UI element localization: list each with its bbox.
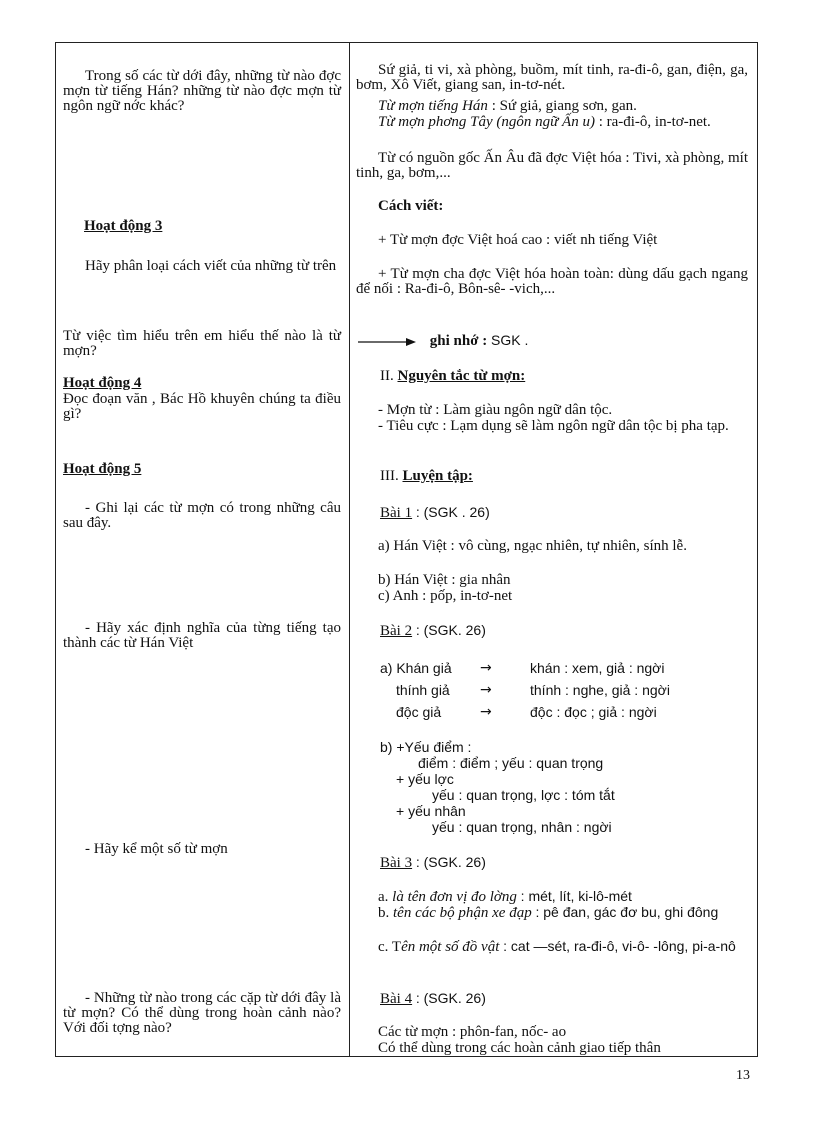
question-3: Từ việc tìm hiểu trên em hiểu thế nào là từ mợn? — [63, 328, 341, 359]
activity-3-title: Hoạt động 3 — [84, 218, 163, 234]
exercise-2-heading — [380, 623, 748, 639]
exercise-3-label: Bài 3 — [380, 855, 413, 871]
exercise-1-label: Bài 1 — [380, 505, 413, 521]
question-7: - Hãy kể một số từ mợn — [85, 841, 228, 857]
exercise-3-a: a. là tên đơn vị đo lờng : mét, lít, ki-lô-mét — [378, 888, 632, 905]
activity-5-title: Hoạt động 5 — [63, 461, 142, 477]
right-arrow-icon — [356, 336, 418, 348]
exercise-3-b: b. tên các bộ phận xe đạp : pê đan, gác đơ bu, ghi đông — [378, 904, 719, 921]
question-2: Hãy phân loại cách viết của những từ trên — [85, 258, 337, 274]
word-list: Sứ giả, ti vi, xà phòng, buồm, mít tinh, ra-đi-ô, gan, điện, ga, bơm, Xô Viết, giang san, in-tơ-nét. — [356, 62, 748, 93]
exercise-1-c: c) Anh : pốp, in-tơ-net — [378, 588, 513, 604]
memo-label: ghi nhớ : — [429, 333, 488, 349]
section-2-heading — [380, 369, 748, 384]
right-arrow-icon: → — [480, 681, 492, 698]
question-8: - Những từ nào trong các cặp từ dới đây là từ mợn? Có thể dùng trong hoàn cảnh nào? Với đối tợng nào? — [63, 990, 341, 1036]
writing-rule-1: + Từ mợn đợc Việt hoá cao : viết nh tiếng Việt — [378, 232, 658, 248]
list-item: a) Khán giả → khán : xem, giả : ngời — [380, 659, 665, 676]
western-loanwords-label: Từ mợn phơng Tây (ngôn ngữ Ấn u) — [378, 114, 595, 130]
exercise-4-line-2: Có thể dùng trong các hoàn cảnh giao tiếp thân — [378, 1041, 661, 1056]
list-item: độc giả → độc : đọc ; giả : ngời — [396, 703, 657, 720]
exercise-3-heading — [380, 855, 748, 871]
exercise-2-a-list — [380, 657, 748, 723]
writing-rule-2: + Từ mợn cha đợc Việt hóa hoàn toàn: dùng dấu gạch ngang để nối : Ra-đi-ô, Bôn-sê- -vich,... — [356, 266, 748, 297]
question-5: - Ghi lại các từ mợn có trong những câu sau đây. — [63, 500, 341, 531]
lesson-table — [55, 42, 758, 1057]
section-3-number: III. — [380, 468, 399, 484]
section-2-number: II. — [380, 368, 394, 384]
exercise-1-ref: : (SGK . 26) — [415, 504, 490, 520]
section-2-title: Nguyên tắc từ mợn: — [397, 368, 526, 384]
question-4: Đọc đoạn văn , Bác Hồ khuyên chúng ta điều gì? — [63, 391, 341, 422]
activity-column — [56, 43, 349, 1056]
exercise-3-c: c. Tên một số đồ vật : cat —sét, ra-đi-ô, vi-ô- -lông, pi-a-nô — [378, 938, 736, 955]
exercise-3-ref: : (SGK. 26) — [415, 854, 486, 870]
han-loanwords — [356, 99, 748, 114]
han-loanwords-text: : Sứ giả, giang sơn, gan. — [491, 98, 637, 114]
principle-1: - Mợn từ : Làm giàu ngôn ngữ dân tộc. — [378, 402, 613, 418]
list-item: thính giả → thính : nghe, giả : ngời — [396, 681, 670, 698]
vietnamized-words: Từ có nguồn gốc Ấn Âu đã đợc Việt hóa : Tivi, xà phòng, mít tinh, ga, bơm,... — [356, 150, 748, 181]
right-arrow-icon: → — [480, 659, 492, 676]
answer-column — [350, 43, 759, 1056]
section-3-heading — [380, 469, 748, 484]
exercise-4-line-1: Các từ mợn : phôn-fan, nốc- ao — [378, 1024, 567, 1040]
exercise-1-a: a) Hán Việt : vô cùng, ngạc nhiên, tự nhiên, sính lễ. — [378, 538, 687, 554]
memo-line — [356, 333, 748, 349]
exercise-2-b: b) +Yếu điểm : điểm : điểm ; yếu : quan trọng + yếu lợc yếu : quan trọng, lợc : tóm tắt + yếu nhân yếu : quan trọng, nhân : ngời — [380, 739, 615, 835]
question-6: - Hãy xác định nghĩa của từng tiếng tạo thành các từ Hán Việt — [63, 620, 341, 651]
page-number: 13 — [736, 1068, 750, 1083]
memo-text: SGK . — [491, 332, 529, 348]
exercise-2-ref: : (SGK. 26) — [415, 622, 486, 638]
right-arrow-icon: → — [480, 703, 492, 720]
exercise-4-heading — [380, 991, 748, 1007]
principle-2: - Tiêu cực : Lạm dụng sẽ làm ngôn ngữ dân tộc bị pha tạp. — [378, 418, 729, 434]
exercise-4-label: Bài 4 — [380, 991, 413, 1007]
exercise-1-heading — [380, 505, 748, 521]
western-loanwords — [356, 115, 748, 130]
han-loanwords-label: Từ mợn tiếng Hán — [378, 98, 488, 114]
question-1: Trong số các từ dới đây, những từ nào đợc mợn từ tiếng Hán? những từ nào đợc mợn từ ngôn ngữ nớc khác? — [63, 68, 341, 114]
western-loanwords-text: : ra-đi-ô, in-tơ-net. — [598, 114, 711, 130]
exercise-2-label: Bài 2 — [380, 623, 413, 639]
activity-4-title: Hoạt động 4 — [63, 375, 142, 391]
writing-heading: Cách viết: — [378, 198, 444, 214]
exercise-4-ref: : (SGK. 26) — [415, 990, 486, 1006]
section-3-title: Luyện tập: — [402, 468, 473, 484]
exercise-1-b: b) Hán Việt : gia nhân — [378, 572, 511, 588]
